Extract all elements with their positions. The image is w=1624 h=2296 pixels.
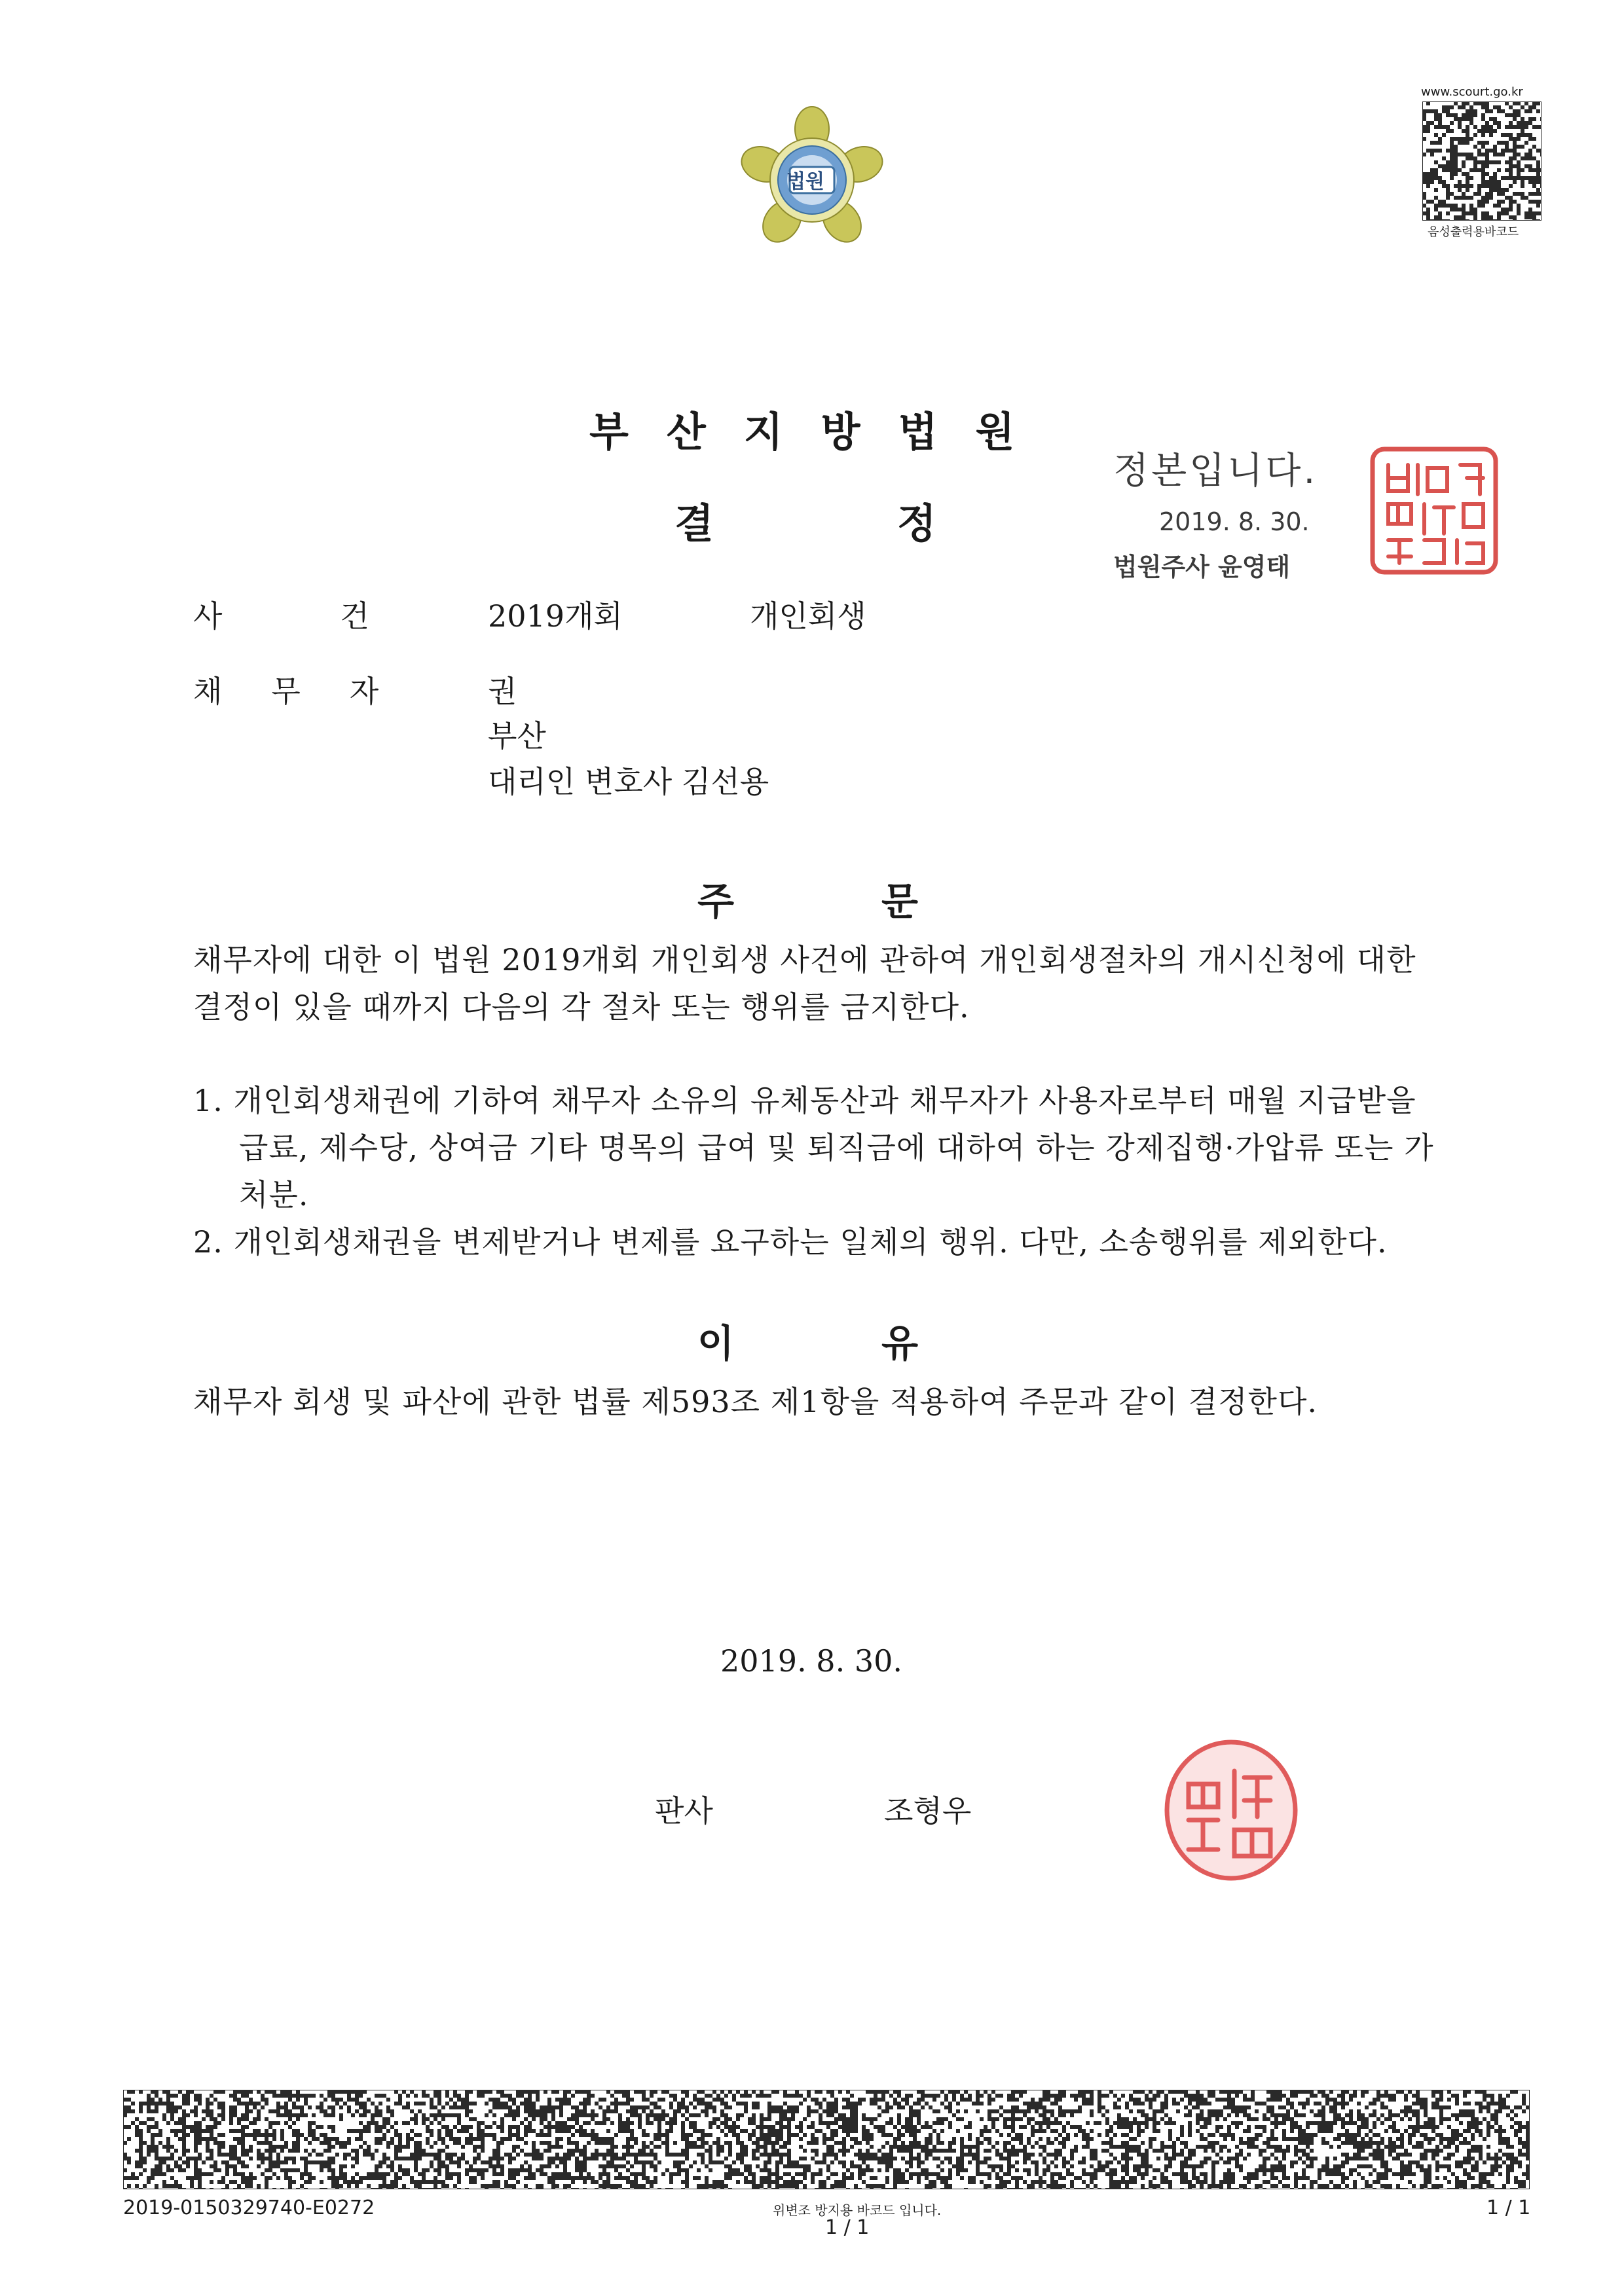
qr-barcode-icon bbox=[1422, 101, 1541, 221]
judge-seal-icon bbox=[1162, 1738, 1300, 1882]
qr-url: www.scourt.go.kr bbox=[1421, 85, 1523, 99]
document-id: 2019-0150329740-E0272 bbox=[123, 2196, 375, 2219]
judge-name: 조형우 bbox=[884, 1793, 972, 1829]
barcode-note: 위변조 방지용 바코드 입니다. bbox=[773, 2202, 942, 2218]
clerk-seal-icon bbox=[1369, 445, 1500, 576]
debtor-label: 채무자 bbox=[193, 674, 428, 709]
judge-title: 판사 bbox=[655, 1793, 713, 1829]
order-items bbox=[193, 1077, 1437, 1266]
anti-forgery-barcode-icon bbox=[123, 2090, 1530, 2189]
page-number-right: 1 / 1 bbox=[1486, 2196, 1531, 2219]
court-name: 부산지방법원 bbox=[589, 408, 1053, 456]
case-number: 2019개회 bbox=[488, 598, 623, 634]
page-number-center: 1 / 1 bbox=[825, 2216, 870, 2239]
reason-heading: 이유 bbox=[697, 1321, 1066, 1366]
debtor-address: 부산 bbox=[488, 718, 546, 754]
decision-date: 2019. 8. 30. bbox=[720, 1643, 902, 1679]
certified-copy-title: 정본입니다. bbox=[1113, 450, 1318, 492]
reason-text: 채무자 회생 및 파산에 관한 법률 제593조 제1항을 적용하여 주문과 같이 결정한다. bbox=[193, 1384, 1318, 1419]
debtor-agent: 대리인 변호사 김선용 bbox=[488, 764, 769, 799]
emblem-label: 법원 bbox=[786, 170, 824, 193]
order-text: 채무자에 대한 이 법원 2019개회 개인회생 사건에 관하여 개인회생절차의 개시신청에 대한 결정이 있을 때까지 다음의 각 절차 또는 행위를 금지한다. bbox=[193, 942, 1416, 1025]
document-type: 결정 bbox=[674, 500, 1120, 547]
list-item: 2. 개인회생채권을 변제받거나 변제를 요구하는 일체의 행위. 다만, 소송행위를 제외한다. bbox=[193, 1224, 1388, 1260]
certified-copy-date: 2019. 8. 30. bbox=[1159, 507, 1310, 536]
case-type: 개인회생 bbox=[750, 598, 866, 634]
list-item: 1. 개인회생채권에 기하여 채무자 소유의 유체동산과 채무자가 사용자로부터 매월 지급받을 급료, 제수당, 상여금 기타 명목의 급여 및 퇴직금에 대하여 하는 강제집행·가압류 또는 가처분. bbox=[193, 1083, 1434, 1212]
order-heading: 주문 bbox=[697, 879, 1066, 924]
qr-caption: 음성출력용바코드 bbox=[1428, 225, 1519, 239]
court-clerk: 법원주사 윤영태 bbox=[1113, 553, 1291, 581]
case-label: 사건 bbox=[193, 598, 487, 634]
debtor-name: 권 bbox=[488, 674, 517, 709]
